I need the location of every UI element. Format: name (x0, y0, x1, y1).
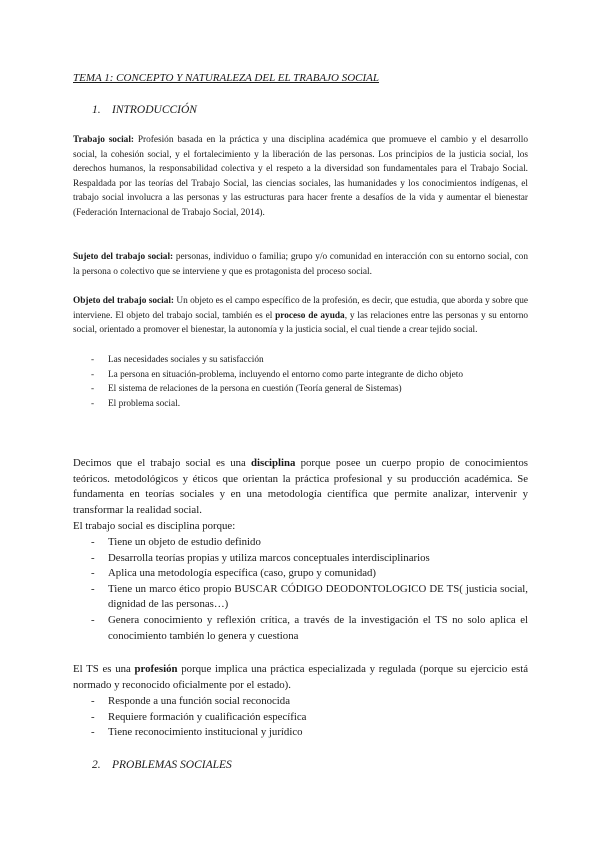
list-item: - Responde a una función social reconocida (91, 694, 528, 710)
term-sujeto: Sujeto del trabajo social: (73, 252, 174, 262)
paragraph-objeto (73, 294, 528, 338)
paragraph-text: Decimos que el trabajo social es una (73, 457, 251, 469)
list-item: - Tiene reconocimiento institucional y jurídico (91, 725, 528, 741)
bullet-dash: - (91, 369, 95, 380)
bullet-dash: - (91, 551, 95, 564)
section-number: 1. (92, 104, 101, 116)
section-label: INTRODUCCIÓN (112, 104, 197, 116)
bullet-dash: - (91, 582, 95, 595)
bold-profesion: profesión (134, 663, 178, 675)
paragraph-text: porque implica una práctica especializada y regulada (porque su ejercicio está normado y reconocido oficialmente por el estado). (73, 663, 528, 691)
list-item: - Tiene un objeto de estudio definido (91, 535, 528, 551)
term-objeto: Objeto del trabajo social: (73, 296, 175, 306)
list-item: - Tiene un marco ético propio BUSCAR CÓDIGO DEODONTOLOGICO DE TS( justicia social, dignidad de las personas…) (91, 582, 528, 611)
bullet-dash: - (91, 384, 95, 395)
paragraph-sujeto (73, 250, 528, 279)
bullet-dash: - (91, 567, 95, 580)
list-objeto (91, 353, 528, 411)
paragraph-disciplina (73, 456, 528, 518)
bullet-dash: - (91, 613, 95, 626)
paragraph-trabajo-social (73, 133, 528, 221)
bullet-dash: - (91, 726, 95, 739)
section-heading-problemas-sociales (92, 759, 232, 771)
paragraph-disciplina-porque: El trabajo social es disciplina porque: (73, 520, 236, 532)
list-item: - Requiere formación y cualificación específica (91, 710, 528, 726)
bullet-dash: - (91, 710, 95, 723)
list-item: - Desarrolla teorías propias y utiliza marcos conceptuales interdisciplinarios (91, 551, 528, 567)
term-trabajo-social: Trabajo social: (73, 135, 134, 145)
list-item: - La persona en situación-problema, incluyendo el entorno como parte integrante de dicho objeto (91, 368, 528, 383)
paragraph-text: porque posee un cuerpo propio de conocimientos teóricos. metodológicos y éticos que orientan la práctica profesional y su producción académica. Se fundamenta en teorías sociales y en una metodología científica que permite analizar, intervenir y transformar la realidad social. (73, 457, 528, 516)
list-item: - El problema social. (91, 397, 528, 412)
bold-proceso-de-ayuda: proceso de ayuda (275, 310, 345, 321)
paragraph-text: Un objeto es el campo específico de la profesión, es decir, que estudia, que aborda y sobre que interviene. El objeto del trabajo social, también es el (73, 296, 528, 321)
list-disciplina (91, 535, 528, 644)
list-item: - Las necesidades sociales y su satisfacción (91, 353, 528, 368)
document-title: TEMA 1: CONCEPTO Y NATURALEZA DEL EL TRABAJO SOCIAL (73, 72, 380, 84)
list-item: - El sistema de relaciones de la persona en cuestión (Teoría general de Sistemas) (91, 382, 528, 397)
paragraph-text: El TS es una (73, 663, 135, 675)
section-number: 2. (92, 759, 101, 771)
section-label: PROBLEMAS SOCIALES (112, 759, 232, 771)
bullet-dash: - (91, 355, 95, 365)
list-item: - Aplica una metodología específica (caso, grupo y comunidad) (91, 566, 528, 582)
bullet-dash: - (91, 398, 95, 409)
bullet-dash: - (91, 695, 95, 707)
section-heading-introduccion (92, 104, 197, 116)
list-profesion (91, 694, 528, 741)
bold-disciplina: disciplina (251, 457, 296, 469)
list-item: - Genera conocimiento y reflexión crítica, a través de la investigación el TS no solo aplica el conocimiento también lo genera y cuestiona (91, 613, 528, 642)
paragraph-text: , y las relaciones entre las personas y su entorno social, orientado a promover el bienestar, la autonomía y la justicia social, el cual tiende a crear tejido social. (73, 310, 528, 336)
paragraph-text: Profesión basada en la práctica y una disciplina académica que promueve el cambio y el desarrollo social, la cohesión social, y el fortalecimiento y la liberación de las personas. Los principios de la justicia social, los derechos humanos, la responsabilidad colectiva y el respeto a la diversidad son fundamentales para el Trabajo Social. Respaldada por las teorías del Trabajo Social, las ciencias sociales, las humanidades y los conocimientos indígenas, el trabajo social involucra a las personas y las estructuras para hacer frente a desafíos de la vida y aumentar el bienestar (Federación Internacional de Trabajo Social, 2014). (73, 135, 528, 218)
paragraph-profesion (73, 662, 528, 693)
paragraph-text: personas, individuo o familia; grupo y/o comunidad en interacción con su entorno social, con la persona o colectivo que se interviene y que es protagonista del proceso social. (73, 252, 528, 277)
bullet-dash: - (91, 536, 95, 548)
